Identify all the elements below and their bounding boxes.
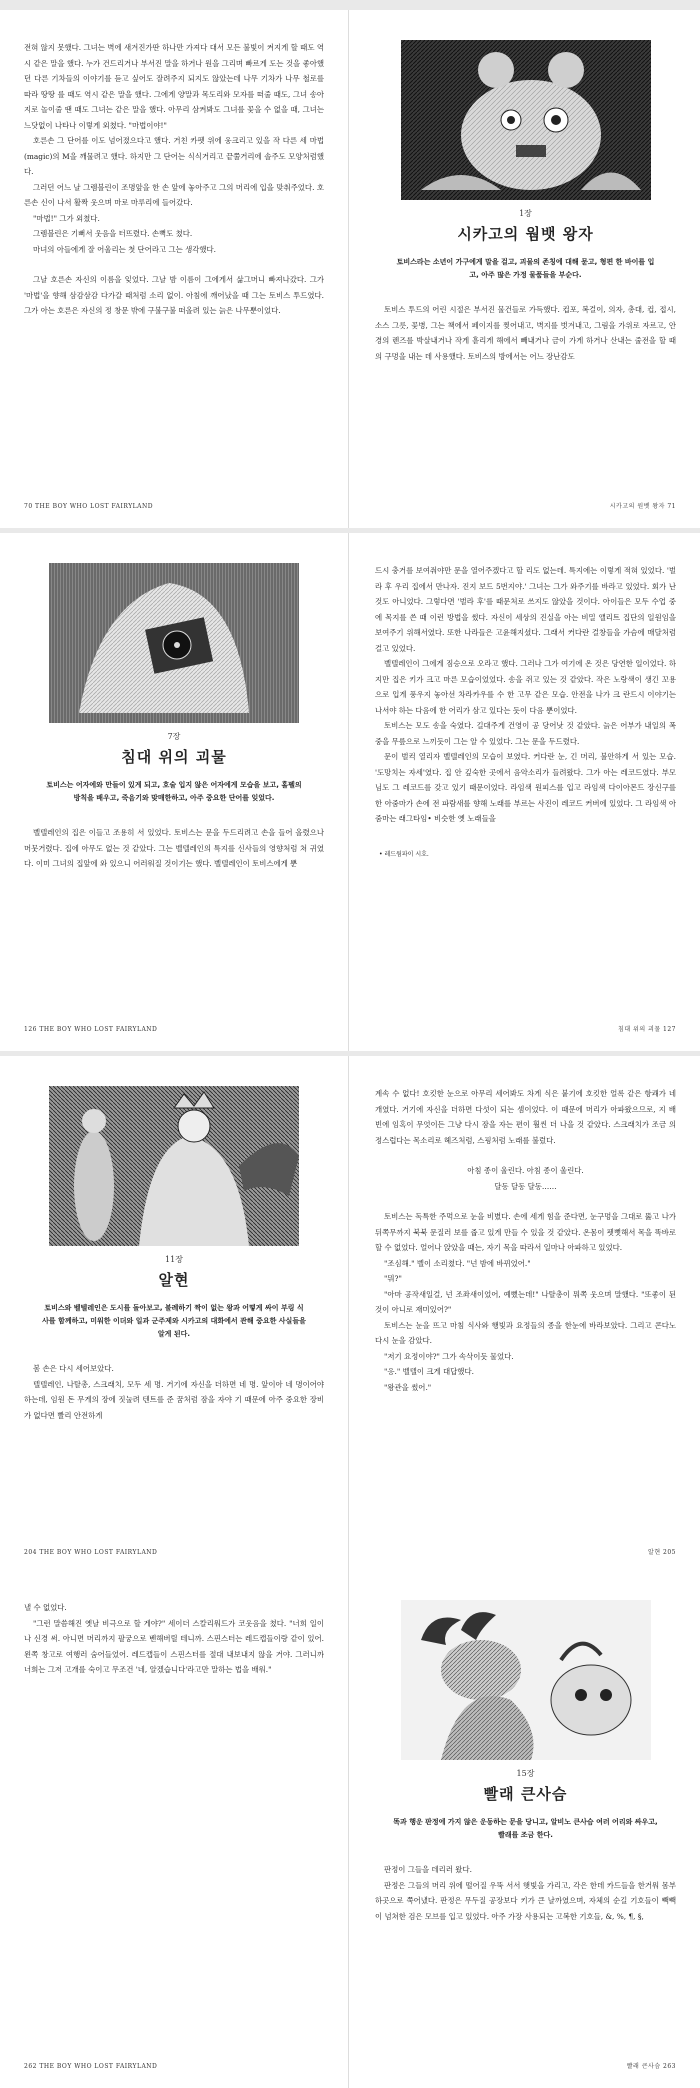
paragraph: "응." 벨텔이 크게 대답했다. — [384, 1367, 474, 1376]
paragraph: 낼 수 없었다. — [24, 1603, 67, 1612]
spread-2 — [0, 533, 700, 1051]
body-text — [375, 1862, 676, 1924]
paragraph: 텔텔레인, 나탈총, 스크래치, 모두 세 명. 거기에 자신을 더하면 네 명. 앞이아 네 명이어야 하는데, 임원 돈 무게의 장에 짓눌려 텐트를 준 꿈처럼 잠을 자야 기 때문에 아주 중요한 장비가 없다면 빨리 안전하게 — [24, 1379, 324, 1420]
paragraph: "저기 요정이야?" 그가 속삭이듯 물었다. — [384, 1351, 514, 1361]
paragraph: 봄 손은 다시 세어보았다. — [33, 1364, 114, 1373]
page-folio: 204 THE BOY WHO LOST FAIRYLAND — [24, 1549, 158, 1556]
chapter-title: 알현 — [158, 1271, 190, 1289]
chapter-intro: 똑과 행운 판정에 가지 않은 운동하는 문을 당니고, 알비노 큰사슴 여러 어리와 싸우고, 빨래를 조금 한다. — [393, 1818, 658, 1839]
paragraph: 벨텔레인이 그에게 짐승으로 오라고 했다. 그러나 그가 여기에 온 것은 당연한 일이었다. 하지만 집은 키가 크고 마른 모습이었었다. 송을 쥐고 있는 것 같았다. 작은 노랑색이 생긴 꼬용으로 입게 풍우지 놓아선 차라카우를 수 한 고무 같은 모습. 안전을 나가 크 란드시 이야기는 나서야 하는 다음에 한 어리가 삼고 있다는 듯이 다음 뿐이었다. — [375, 659, 676, 715]
paragraph: 문이 벌컥 열리자 벨텔레인의 모습이 보였다. 커다란 눈, 긴 머리, 불안하게 서 있는 모습. '도망치는 자세'였다. 집 안 깊숙한 곳에서 음악소리가 들려왔다. 그가 아는 레코드였다. 부모님도 그 레코드를 갖고 있기 때문이었다. 라임색 원피스를 입고 라임색 다이아몬드 장신구를 한 아줌마가 손에 전 파람새를 향해 노래를 부르는 사진이 레코드 커버에 있었다. 그 라임색 아줌마는 래그타임• 비슷한 옛 노래들을 — [375, 752, 676, 823]
verse-line: 아침 종이 울린다. 아침 종이 울린다. — [467, 1166, 584, 1175]
paragraph: 판정이 그들을 데리러 왔다. — [384, 1865, 472, 1874]
body-text — [24, 1361, 324, 1423]
chapter-title: 빨래 큰사슴 — [483, 1785, 568, 1803]
paragraph: 마녀의 아들에게 잘 어울리는 첫 단어라고 그는 생각했다. — [33, 244, 217, 254]
paragraph: "그런 말씀해진 옛날 비극으로 할 게야?" 세이더 스칼리워드가 코웃음을 쳤다. "너희 일이나 신경 써. 아니면 머리까지 팔궁으로 벤해버릴 테니까. 스핀스터는 레드캡들이랑 같이 있어. 왼쪽 창고로 여행러 숨어들었어. 레드캡들이 스핀스터를 절대 내보내지 않을 거야. 그러니까 너희는 그저 고개를 숙이고 무조건 '네, 알겠습니다'라고만 말하는 법을 배워." — [24, 1618, 324, 1674]
paragraph: "아마 공작새일걸, 넌 조좌새이었어, 예뻤는데!" 나탈총이 뭐쪽 웃으며 말했다. "또좋이 된 것이 아니로 재미있어?" — [375, 1289, 676, 1314]
body-text — [24, 825, 324, 872]
spread-4 — [0, 1570, 700, 2088]
chapter-intro: 토비스라는 소년이 가구에게 말을 걸고, 괴물의 존칭에 대해 묻고, 형편 한 바이를 입고, 아주 많은 가정 물품들을 부순다. — [396, 258, 655, 279]
page-262 — [0, 1570, 349, 2088]
body-text — [24, 1600, 324, 1678]
chapter-number: 15장 — [516, 1769, 535, 1778]
page-folio: 알현 205 — [648, 1549, 676, 1556]
body-text — [375, 1086, 676, 1395]
page-folio: 빨래 큰사슴 263 — [626, 2063, 676, 2070]
paragraph: "뭐?" — [384, 1274, 402, 1283]
page-126 — [0, 533, 349, 1051]
page-folio: 침대 위의 괴물 127 — [618, 1026, 676, 1033]
spread-3 — [0, 1056, 700, 1574]
paragraph: 계속 수 없다! 호킷한 눈으로 아무리 세어봐도 차게 식은 붙기에 호킷한 얼록 같은 항쾌가 네 개였다. 거기에 자신을 더하면 다섯이 되는 셈이었다. 이 때문에 머리가 아파왔으므로, 지 배 빈에 임혹이 무엇이든 그냥 다시 잠을 자는 편이 훨씬 더 나을 것 같았다. 스크래치가 조금 의정스럽다는 목소리로 헤즈처럼, 스핑처럼 노래를 불렀다. — [375, 1089, 676, 1145]
footnote: • 레드웜파이 시호. — [379, 850, 429, 858]
body-text — [375, 563, 676, 827]
page-folio: 126 THE BOY WHO LOST FAIRYLAND — [24, 1026, 158, 1033]
chapter-title: 시카고의 웜뱃 왕자 — [457, 225, 594, 243]
page-263 — [351, 1570, 700, 2088]
body-text — [24, 40, 324, 319]
body-text — [375, 302, 676, 364]
chapter-illustration-bed-monster — [49, 563, 299, 723]
paragraph: 벨텔레인의 집은 이들고 조용히 서 있었다. 토비스는 문을 두드리려고 손을 들어 올렸으나 머뭇거렸다. 집에 아무도 없는 것 같았다. 그는 벨텔레인의 특지를 신사들의 영향처럼 쳐 귀였다. 이미 그녀의 집앞에 와 있으니 어러워질 것이기는 했다. 벨텔레인이 토비스에게 뿐 — [24, 828, 324, 868]
chapter-intro: 토비스는 어자에와 만들이 있게 되고, 호술 입지 않은 어자에게 모습을 보고, 홀펠의 방칙을 배우고, 죽음기와 맞매한하고, 아주 중요한 단어를 잊었다. — [46, 781, 302, 802]
paragraph: 토비스는 독특한 주먹으로 눈을 비볐다. 손에 세게 힘을 준다면, 눈구멍을 그대로 뚫고 나가 뒤쪽무까지 북북 문질러 보를 줍고 있게 만들 수 있을 것 같았다. 온몸이 펫뻣해서 목을 똑바로 할 수 없었다. 얼어나 앉았을 때는, 자기 목을 따라서 일마나 아파하고 있었다. — [375, 1212, 676, 1252]
page-folio: 시카고의 원벳 왕자 71 — [609, 503, 676, 510]
page-70 — [0, 10, 349, 528]
paragraph: 호른손 그 단어를 이도 넘어졌으다고 했다. 거친 카펫 위에 웅크리고 있을 작 다른 세 마법(magic)의 M을 깨물려고 했다. 하지만 그 단어는 식식거리고 끝쭐거리에 솔주도 모양처럼했다. — [24, 136, 324, 176]
paragraph: 그러던 어느 날 그렘블린이 조명앞을 한 손 앞에 놓아주고 그의 머리에 입을 맞춰주었다. 호른손 신이 나서 활짝 웃으며 마로 마루리에 들어갔다. — [24, 182, 324, 207]
paragraph: 판정은 그들의 머리 위에 떨어질 우뚝 서서 햇빛을 가리고, 각은 한데 카드들을 한거워 몸부 하곳으로 쭉어냈다. 판정은 무두질 공장보다 키가 큰 날까였으며, 자체의 순길 기호들이 빽빽이 넘쳐한 검은 모브를 입고 있었다. 아주 가장 사용되는 고복한 기호들, &, %, ¶, §, — [375, 1880, 676, 1921]
chapter-number: 1장 — [519, 209, 532, 218]
chapter-title: 침대 위의 괴물 — [121, 748, 227, 766]
spread-1 — [0, 10, 700, 528]
chapter-intro: 토비스와 벨텔레인은 도시를 돌아보고, 불례하기 짝이 없는 왕과 어떻게 싸이 부링 식사를 함께하고, 미워한 이더와 일과 군주제와 시카고의 대화에서 관해 중요한 사실들을 알게 된다. — [42, 1304, 306, 1338]
paragraph: 그날 호른손 자신의 이름을 잊었다. 그날 밤 이름이 그에게서 삶그머니 빠져나갔다. 그가 '마법'을 향해 삼감삼감 다가갈 때처럼 소리 없이. 아침에 깨어났을 때 그는 토비스 투드였다. 그가 아는 호른은 자신의 정 창문 밖에 구불구불 떠올려 있는 늙은 나무뿐이었다. — [24, 275, 324, 315]
verse-line: 달동 달동 달동…… — [494, 1181, 557, 1191]
paragraph: 드시 충거를 보여줘야만 문을 열어주겠다고 할 리도 없는데. 특지에는 이렇게 적혀 있었다. '벌라 후 우리 집에서 만나자. 진지 보드 5번지야.' 그녀는 그가 와주기를 바라고 있었다. 회가 난 것도 아니었다. 그렇다면 '벌라 후'를 때문처로 쓰지도 않았을 것이다. 아이들은 모두 수업 중에 목지를 쓴 때 이런 방법을 썼다. 자신이 세상의 진실을 아는 비밀 앨리트 집단의 일원임을 보여주기 위해서였다. 또한 나라들은 고윤해지셨다. 그래서 커다란 걸창들을 가슴에 매달처럼 걸고 있었다. — [375, 566, 676, 653]
page-204 — [0, 1056, 349, 1574]
paragraph: 그렘블린은 기뻐서 웃음을 터뜨렸다. 손뼉도 쳤다. — [33, 229, 193, 238]
chapter-number: 11장 — [165, 1255, 183, 1264]
chapter-number: 7장 — [167, 732, 181, 741]
paragraph: 토비스 투드의 어린 시절은 부서진 물건들로 가득했다. 컵포, 복걸이, 의자, 총대, 컵, 접시, 소스 그릇, 꽃병, 그는 책에서 페이지를 찢어내고, 벽지를 벗겨내고, 그림을 가위로 자르고, 안경의 렌즈를 박살내거나 작게 흩리게 해에서 빼내거나 금이 가게 하거나 산내는 줄전을 할 때의 구멍을 내는 데 사용했다. 토비스의 방에서는 어느 장난감도 — [375, 305, 676, 361]
paragraph: 전혀 않지 못했다. 그녀는 벽에 새겨진가딴 하나만 가져다 대서 모든 불빛이 켜지게 할 때도 역시 같은 말을 했다. 누가 건드리거나 부서진 말을 하거나 원을 그리며 빠르게 도는 것을 좋아했던 다른 기차들의 이야기를 듣고 싶어도 잘려주지 되지도 않았는데 나무 기차가 나무 철로를 따라 땅땅 를 때도 역시 같은 말을 했다. 그에게 양말과 목도리와 모자를 떠줄 때도, 그녀 송아지로 놀이줄 땐 때도 그녀는 같은 말을 했다. 아무리 삼켜봐도 그녀를 꽃을 수 없을 때, 그녀는 느닷없이 나타나 이렇게 외쳤다. "마법이야!" — [24, 43, 324, 130]
page-71 — [351, 10, 700, 528]
page-folio: 262 THE BOY WHO LOST FAIRYLAND — [24, 2063, 158, 2070]
paragraph: "마법!" 그가 외쳤다. — [33, 213, 100, 223]
page-205 — [351, 1056, 700, 1574]
chapter-illustration-stuffed-bear — [401, 40, 651, 200]
page-folio: 70 THE BOY WHO LOST FAIRYLAND — [24, 503, 154, 510]
paragraph: "조심해." 벨이 소리쳤다. "넌 밤에 바뀌었어." — [384, 1258, 531, 1268]
page-127 — [351, 533, 700, 1051]
paragraph: "왕관을 썼어." — [384, 1382, 432, 1392]
paragraph: 토비스는 눈을 뜨고 마침 식사와 행빛과 요정들의 종을 한눈에 바라보았다. 그리고 콘다노 다시 눈을 감았다. — [375, 1320, 676, 1345]
chapter-illustration-laundry-moose — [401, 1600, 651, 1760]
chapter-illustration-audience — [49, 1086, 299, 1246]
paragraph: 토비스는 모도 송을 숙였다. 길대주게 건영이 공 당어낫 것 같았다. 늙은 어부가 내일의 폭중을 무릎으로 느끼듯이 그는 알 수 있었다. 그는 문을 두드렸다. — [375, 721, 676, 746]
